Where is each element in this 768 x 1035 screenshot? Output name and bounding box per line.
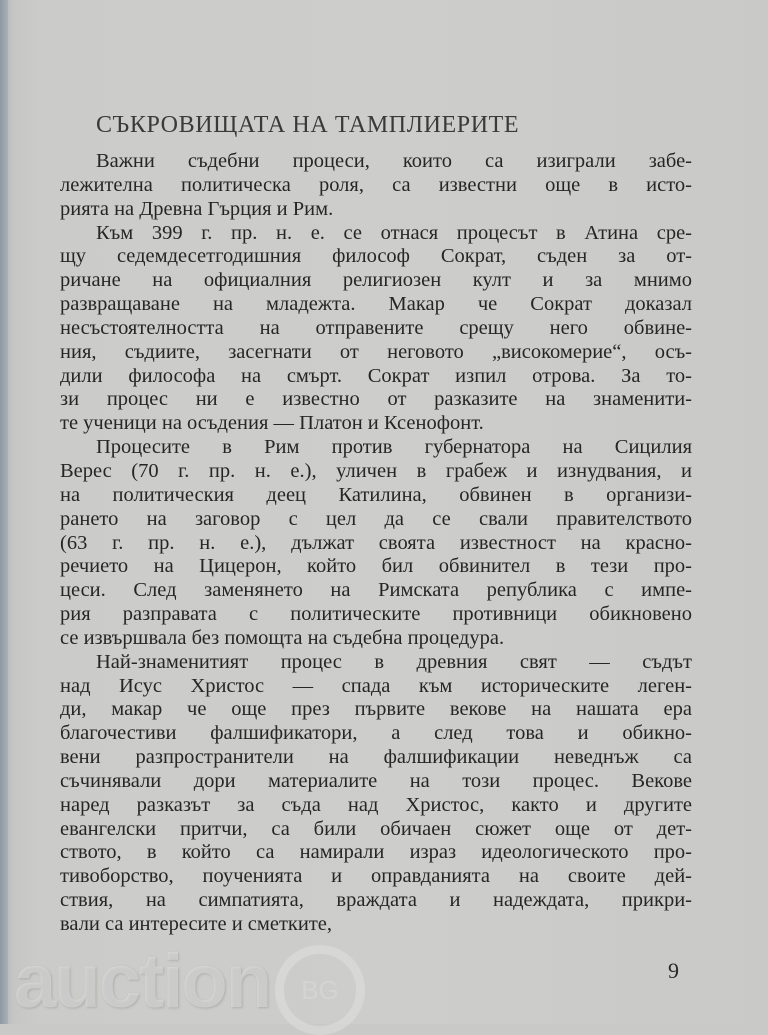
text-line: цеси. След заменянето на Римската република с импе-	[60, 579, 692, 602]
text-line: съчинявали дори материалите на този процес. Векове	[60, 769, 692, 792]
text-line: Към 399 г. пр. н. е. се отнася процесът в Атина сре-	[96, 221, 692, 244]
text-line: ди, макар че още през първите векове на нашата ера	[60, 698, 692, 721]
text-line: дили философа на смърт. Сократ изпил отрова. За то-	[60, 364, 692, 387]
text-line: на политическия деец Катилина, обвинен в организи-	[60, 483, 692, 506]
text-line: несъстоятелността на отправените срещу него обвине-	[60, 316, 692, 339]
text-line: благочестиви фалшификатори, а след това и обикно-	[60, 722, 692, 745]
text-line: вени разпространители на фалшификации неведнъж са	[60, 746, 692, 769]
page-edge-shadow	[0, 0, 8, 1024]
body-text	[60, 150, 692, 937]
text-line: Процесите в Рим против губернатора на Сицилия	[96, 436, 692, 459]
text-line: Верес (70 г. пр. н. е.), уличен в грабеж и изнудвания, и	[60, 459, 692, 482]
watermark-badge-label: BG	[301, 974, 339, 1005]
chapter-title: СЪКРОВИЩАТА НА ТАМПЛИЕРИТЕ	[96, 112, 520, 138]
text-line: евангелски притчи, са били обичаен сюжет още от дет-	[60, 817, 692, 840]
text-line: те ученици на осъдения — Платон и Ксенофонт.	[60, 412, 484, 435]
text-line: над Исус Христос — спада към историческите леген-	[60, 674, 692, 697]
page-number: 9	[668, 958, 679, 983]
text-line: рията на Древна Гърция и Рим.	[60, 197, 334, 220]
text-line: щу седемдесетгодишния философ Сократ, съден за от-	[60, 245, 692, 268]
text-line: ричане на официалния религиозен култ и за мнимо	[60, 269, 692, 292]
text-line: Важни съдебни процеси, които са изиграли забе-	[96, 150, 692, 172]
text-line: се извършвала без помощта на съдебна процедура.	[60, 626, 505, 649]
text-line: Най-знаменитият процес в древния свят — съдът	[96, 650, 692, 673]
text-line: развращаване на младежта. Макар че Сократ доказал	[60, 293, 692, 316]
watermark-badge-icon	[275, 945, 365, 1035]
text-line: вали са интересите и сметките,	[60, 913, 333, 935]
text-line: рия разправата с политическите противници обикновено	[60, 603, 692, 626]
text-line: (63 г. пр. н. е.), дължат своята известност на красно-	[60, 531, 692, 554]
text-line: рането на заговор с цел да се свали правителството	[60, 507, 692, 530]
text-line: ството, в който са намирали израз идеологическото про-	[60, 841, 692, 864]
text-line: лежителна политическа роля, са известни още в исто-	[60, 173, 692, 196]
text-line: зи процес ни е известно от разказите на знаменити-	[60, 388, 692, 411]
text-line: речието на Цицерон, който бил обвинител в тези про-	[60, 555, 692, 578]
text-line: ния, съдиите, засегнати от неговото „високомерие“, осъ-	[60, 340, 692, 363]
text-line: ствия, на симпатията, враждата и надеждата, прикри-	[60, 889, 692, 912]
text-line: наред разказът за съда над Христос, както и другите	[60, 793, 692, 816]
watermark-logo: auction	[14, 939, 271, 1024]
text-line: тивоборство, поученията и оправданията на своите дей-	[60, 865, 692, 888]
